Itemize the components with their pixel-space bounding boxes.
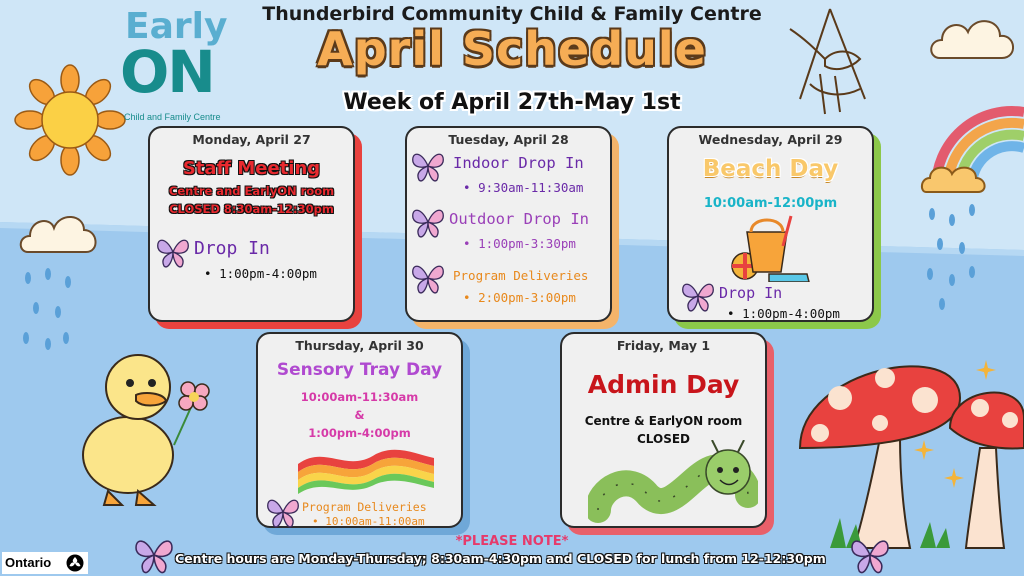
footer-hours: Centre hours are Monday-Thursday; 8:30am-4:30pm and CLOSED for lunch from 12-12:30pm <box>175 551 826 566</box>
event-time: 10:00am-12:00pm <box>703 196 838 211</box>
caterpillar-icon <box>588 440 758 526</box>
rain-icon <box>20 268 80 368</box>
event-detail: Centre & EarlyON room <box>584 414 743 428</box>
monday-card <box>148 126 355 322</box>
butterfly-icon <box>411 262 445 294</box>
program-time: • 1:00pm-3:30pm <box>463 236 576 251</box>
thursday-card <box>256 332 463 528</box>
butterfly-icon <box>266 496 300 528</box>
footer-note: *PLEASE NOTE* <box>455 534 569 549</box>
day-header: Thursday, April 30 <box>295 338 424 353</box>
rain-icon <box>922 204 982 314</box>
logo-early-text: Early <box>125 6 228 47</box>
rainbow-icon <box>920 88 1024 196</box>
program-time: • 10:00am-11:00am <box>312 515 425 528</box>
bucket-icon <box>729 212 813 282</box>
org-title: Thunderbird Community Child & Family Centre <box>262 3 762 25</box>
program-time: • 2:00pm-3:00pm <box>463 290 576 305</box>
event-time: 10:00am-11:30am <box>300 390 419 404</box>
butterfly-icon <box>156 236 190 268</box>
program-time: • 1:00pm-4:00pm <box>727 306 840 321</box>
logo-on-text: ON <box>120 38 214 106</box>
wednesday-card <box>667 126 874 322</box>
mushroom-icon <box>790 338 1024 550</box>
day-header: Wednesday, April 29 <box>698 132 843 147</box>
event-title: Admin Day <box>587 370 740 399</box>
week-subtitle: Week of April 27th-May 1st <box>343 90 681 115</box>
day-header: Tuesday, April 28 <box>448 132 569 147</box>
program-name: Indoor Drop In <box>453 154 584 172</box>
friday-card <box>560 332 767 528</box>
butterfly-icon <box>411 206 445 238</box>
program-name: Program Deliveries <box>453 268 589 283</box>
day-header: Friday, May 1 <box>616 338 711 353</box>
tuesday-card <box>405 126 612 322</box>
program-time: • 1:00pm-4:00pm <box>204 266 317 281</box>
event-title: Beach Day <box>702 156 839 182</box>
event-title: Staff Meeting <box>182 158 321 179</box>
event-detail: Centre and EarlyON room <box>168 184 335 198</box>
program-name: Outdoor Drop In <box>449 210 589 228</box>
day-header: Monday, April 27 <box>192 132 311 147</box>
program-name: Drop In <box>719 284 783 302</box>
butterfly-icon <box>411 150 445 182</box>
duck-icon <box>78 345 218 510</box>
logo-subtitle: Child and Family Centre <box>124 112 221 122</box>
cloud-icon <box>928 10 1018 66</box>
ontario-logo <box>2 552 88 574</box>
event-time: 1:00pm-4:00pm <box>308 426 411 440</box>
trillium-icon <box>66 554 84 572</box>
butterfly-icon <box>681 280 715 312</box>
event-detail: CLOSED <box>636 432 691 446</box>
program-name: Program Deliveries <box>302 500 427 514</box>
event-title: Sensory Tray Day <box>276 360 443 380</box>
bird-icon <box>780 4 880 120</box>
program-time: • 9:30am-11:30am <box>463 180 584 195</box>
sun-icon <box>14 64 126 176</box>
ontario-label: Ontario <box>5 555 52 570</box>
page-title: April Schedule <box>317 22 707 76</box>
program-name: Drop In <box>194 238 270 259</box>
event-detail: CLOSED 8:30am-12:30pm <box>169 202 334 216</box>
event-amp: & <box>354 408 365 422</box>
cloud-icon <box>18 206 100 260</box>
rainbow-wave-icon <box>296 444 436 494</box>
